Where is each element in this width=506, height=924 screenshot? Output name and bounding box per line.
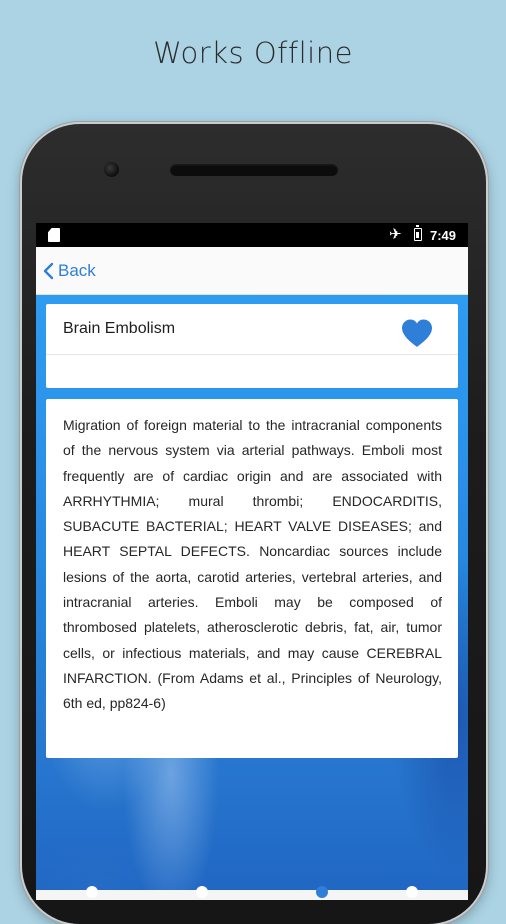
back-label: Back: [58, 261, 96, 280]
battery-icon: [414, 228, 422, 241]
status-bar: [36, 223, 468, 247]
definition-card: [46, 399, 458, 758]
content-area: [36, 295, 468, 900]
navigation-bar: [36, 247, 468, 295]
term-title: Brain Embolism: [63, 320, 176, 337]
airplane-icon: ✈: [389, 226, 402, 243]
title-divider: [46, 354, 458, 355]
definition-text: Migration of foreign material to the intracranial components of the nervous system via arterial pathways. Emboli most frequently are of cardiac origin and are associated with ARRHYTHMIA; mural thrombi; ENDOCARDITIS, SUBACUTE BACTERIAL; HEART VALVE DISEASES; and HEART SEPTAL DEFECTS. Noncardiac sources include lesions of the aorta, carotid arteries, vertebral arteries, and intracranial arteries. Emboli may be composed of thrombosed platelets, atherosclerotic debris, fat, air, tumor cells, or infectious materials, and may cause CEREBRAL INFARCTION. (From Adams et al., Principles of Neurology, 6th ed, pp824-6): [63, 417, 442, 712]
earpiece-speaker: [170, 164, 338, 176]
promo-headline: Works Offline: [153, 36, 353, 70]
app-screen: [36, 223, 468, 900]
tab-item[interactable]: [86, 886, 98, 898]
status-time: 7:49: [430, 228, 457, 243]
chevron-left-icon: [42, 262, 54, 280]
tab-item[interactable]: [196, 886, 208, 898]
tab-item[interactable]: [406, 886, 418, 898]
bottom-tab-bar: [36, 890, 468, 900]
term-title-card: [46, 304, 458, 388]
front-camera: [104, 162, 119, 177]
sim-card-icon: [48, 228, 60, 242]
heart-icon[interactable]: [400, 318, 434, 348]
back-button[interactable]: [42, 259, 96, 283]
tab-item-active[interactable]: [316, 886, 328, 898]
